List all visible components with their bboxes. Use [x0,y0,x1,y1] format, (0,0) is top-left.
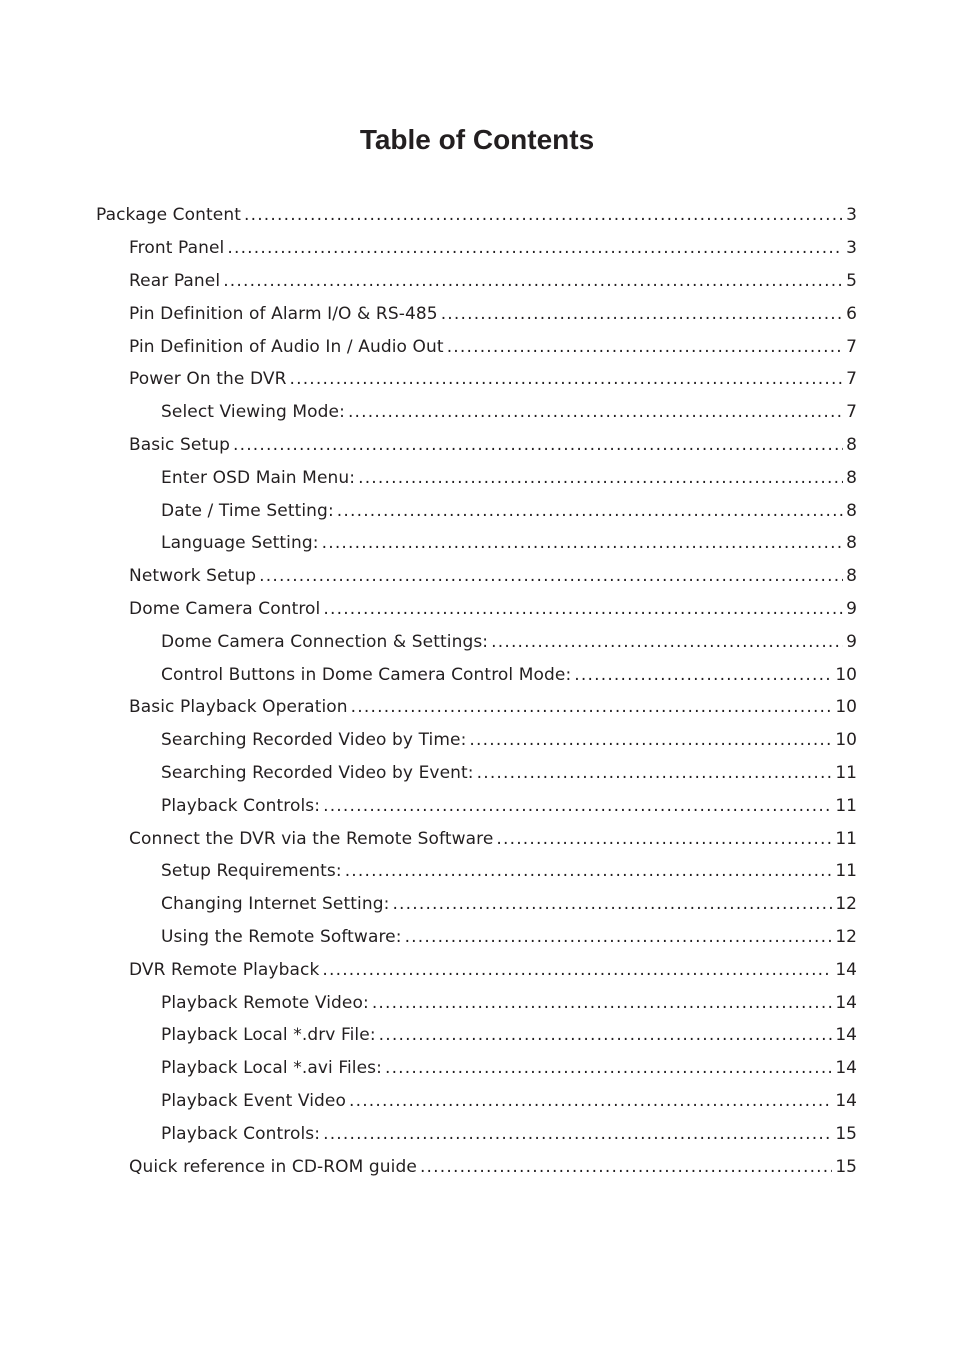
toc-entry-page-number: 7 [846,336,857,357]
toc-entry-page-number: 7 [846,402,857,423]
dot-leader [574,665,832,685]
toc-entry[interactable] [0,757,954,790]
toc-entry-page-number: 15 [835,1156,857,1177]
toc-entry[interactable] [0,1150,954,1183]
toc-entry-label: Using the Remote Software: [161,926,402,947]
toc-entry-label: Basic Playback Operation [129,697,348,718]
toc-entry[interactable] [0,953,954,986]
dot-leader [244,205,843,225]
toc-entry-label: Dome Camera Control [129,598,321,619]
toc-entry-page-number: 10 [835,664,857,685]
toc-entry-label: DVR Remote Playback [129,959,320,980]
toc-entry-label: Playback Remote Video: [161,992,369,1013]
toc-entry-page-number: 9 [846,631,857,652]
toc-entry[interactable] [0,429,954,462]
toc-entry-label: Language Setting: [161,533,319,554]
toc-entry-label: Searching Recorded Video by Time: [161,730,467,751]
toc-entry-label: Select Viewing Mode: [161,402,345,423]
toc-entry-label: Enter OSD Main Menu: [161,467,356,488]
dot-leader [259,566,843,586]
toc-entry-page-number: 8 [846,566,857,587]
table-of-contents [0,199,954,1183]
toc-entry-label: Basic Setup [129,434,230,455]
toc-entry-page-number: 8 [846,533,857,554]
toc-entry-label: Pin Definition of Audio In / Audio Out [129,336,444,357]
toc-entry-page-number: 8 [846,500,857,521]
toc-entry[interactable] [0,396,954,429]
dot-leader [345,861,833,881]
dot-leader [379,1025,833,1045]
toc-entry[interactable] [0,822,954,855]
toc-entry-label: Changing Internet Setting: [161,894,390,915]
toc-entry-page-number: 11 [835,861,857,882]
toc-entry-label: Playback Local *.drv File: [161,1025,376,1046]
toc-entry[interactable] [0,658,954,691]
toc-entry[interactable] [0,297,954,330]
toc-entry-label: Date / Time Setting: [161,500,334,521]
dot-leader [227,238,843,258]
toc-entry-page-number: 10 [835,697,857,718]
toc-entry[interactable] [0,363,954,396]
toc-entry-page-number: 15 [835,1123,857,1144]
toc-entry-page-number: 14 [835,959,857,980]
toc-entry[interactable] [0,265,954,298]
dot-leader [447,337,843,357]
toc-entry-page-number: 12 [835,894,857,915]
toc-entry[interactable] [0,461,954,494]
toc-entry-label: Front Panel [129,238,225,259]
toc-entry[interactable] [0,789,954,822]
dot-leader [358,468,843,488]
toc-entry-label: Setup Requirements: [161,861,342,882]
dot-leader [337,501,843,521]
toc-entry[interactable] [0,855,954,888]
toc-entry-label: Playback Local *.avi Files: [161,1058,382,1079]
toc-entry-label: Playback Controls: [161,1123,321,1144]
toc-entry[interactable] [0,691,954,724]
dot-leader [223,271,843,291]
toc-entry-page-number: 6 [846,303,857,324]
toc-entry-label: Network Setup [129,566,257,587]
toc-entry[interactable] [0,494,954,527]
dot-leader [323,1124,832,1144]
dot-leader [496,829,832,849]
toc-entry-page-number: 3 [846,238,857,259]
dot-leader [392,894,832,914]
toc-entry-label: Control Buttons in Dome Camera Control Mode: [161,664,572,685]
dot-leader [385,1058,832,1078]
toc-entry[interactable] [0,724,954,757]
toc-entry-label: Package Content [96,205,241,226]
toc-entry[interactable] [0,888,954,921]
dot-leader [322,960,832,980]
toc-entry-page-number: 9 [846,598,857,619]
toc-entry[interactable] [0,1019,954,1052]
toc-entry-label: Playback Controls: [161,795,321,816]
toc-entry-label: Pin Definition of Alarm I/O & RS-485 [129,303,438,324]
dot-leader [322,533,844,553]
toc-entry-page-number: 10 [835,730,857,751]
toc-entry[interactable] [0,1085,954,1118]
toc-entry-page-number: 12 [835,926,857,947]
toc-entry-page-number: 14 [835,1025,857,1046]
toc-entry-page-number: 7 [846,369,857,390]
toc-entry-label: Rear Panel [129,270,221,291]
toc-entry[interactable] [0,921,954,954]
toc-entry-page-number: 11 [835,762,857,783]
toc-entry[interactable] [0,527,954,560]
toc-entry[interactable] [0,330,954,363]
toc-entry-page-number: 11 [835,828,857,849]
toc-entry-label: Connect the DVR via the Remote Software [129,828,494,849]
toc-entry-page-number: 8 [846,434,857,455]
dot-leader [491,632,843,652]
toc-entry-page-number: 5 [846,270,857,291]
toc-entry-label: Power On the DVR [129,369,287,390]
toc-entry-label: Quick reference in CD-ROM guide [129,1156,417,1177]
toc-entry[interactable] [0,232,954,265]
toc-entry-page-number: 8 [846,467,857,488]
dot-leader [469,730,832,750]
toc-entry-label: Searching Recorded Video by Event: [161,762,474,783]
toc-entry[interactable] [0,593,954,626]
toc-entry-label: Playback Event Video [161,1090,346,1111]
toc-entry[interactable] [0,625,954,658]
toc-entry[interactable] [0,560,954,593]
toc-entry[interactable] [0,1117,954,1150]
dot-leader [420,1157,832,1177]
toc-entry[interactable] [0,199,954,232]
toc-entry-page-number: 11 [835,795,857,816]
dot-leader [405,927,833,947]
toc-entry[interactable] [0,1052,954,1085]
dot-leader [477,763,833,783]
toc-entry-page-number: 14 [835,1090,857,1111]
dot-leader [233,435,843,455]
dot-leader [351,697,833,717]
dot-leader [290,369,844,389]
toc-entry-label: Dome Camera Connection & Settings: [161,631,489,652]
toc-entry[interactable] [0,986,954,1019]
toc-entry-page-number: 14 [835,992,857,1013]
dot-leader [349,1091,832,1111]
dot-leader [372,993,833,1013]
toc-entry-page-number: 14 [835,1058,857,1079]
dot-leader [348,402,843,422]
dot-leader [323,796,832,816]
dot-leader [323,599,843,619]
page-title: Table of Contents [359,124,595,155]
toc-entry-page-number: 3 [846,205,857,226]
dot-leader [441,304,843,324]
